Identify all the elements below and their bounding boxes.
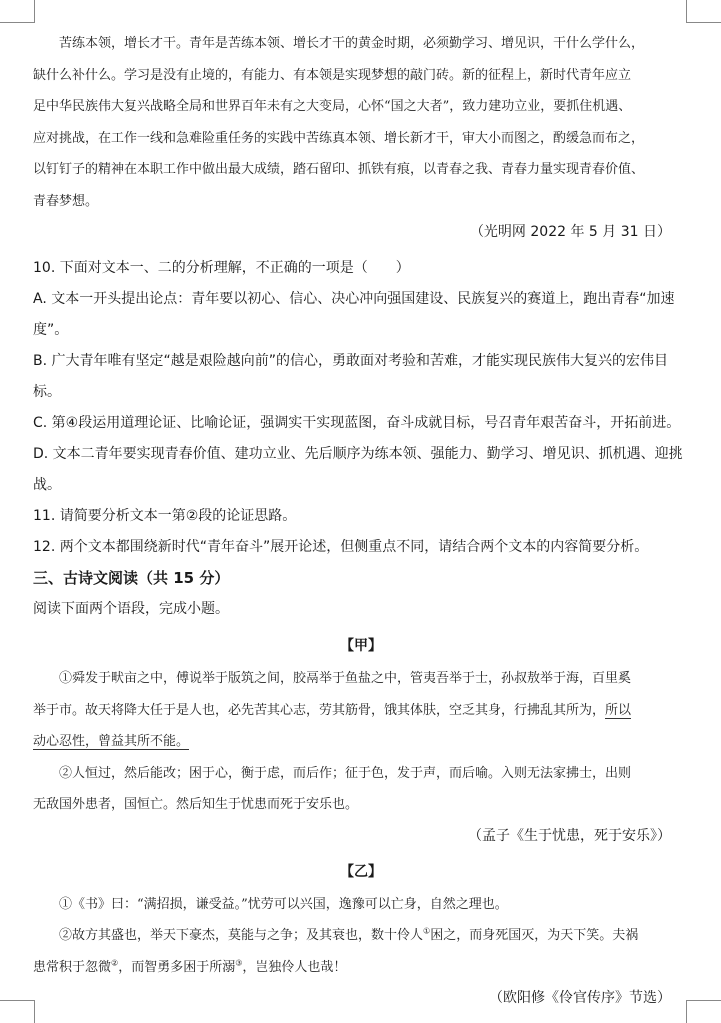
passage-yi: [33, 889, 689, 984]
text-two-tail: [33, 28, 689, 217]
footnote-marker: ②: [111, 958, 119, 968]
yi-line: 患常积于忽微②，而智勇多困于所溺③，岂独伶人也哉！: [33, 958, 347, 975]
section-instruction: 阅读下面两个语段，完成小题。: [33, 601, 229, 617]
source-citation: （光明网 2022 年 5 月 31 日）: [469, 224, 671, 240]
crop-mark-bottom-right: [686, 1000, 721, 1023]
question-10: 10. 下面对文本一、二的分析理解，不正确的一项是（ ）: [33, 260, 410, 276]
passage-yi-title: 【乙】: [340, 863, 382, 880]
text-line: 缺什么补什么。学习是没有止境的，有能力、有本领是实现梦想的敲门砖。新的征程上，新时代青年应立: [33, 67, 632, 83]
option-c: C. 第④段运用道理论证、比喻论证，强调实干实现蓝图，奋斗成就目标，号召青年艰苦奋斗，开拓前进。: [33, 415, 681, 431]
passage-jia-title: 【甲】: [340, 638, 382, 654]
option-a: A. 文本一开头提出论点：青年要以初心、信心、决心冲向强国建设、民族复兴的赛道上，跑出青春“加速: [33, 291, 675, 307]
text-line: 应对挑战，在工作一线和急难险重任务的实践中苦练真本领、增长新才干，审大小而图之，酌缓急而布之，: [33, 130, 645, 146]
jia-line: 无敌国外患者，国恒亡。然后知生于忧患而死于安乐也。: [33, 797, 359, 812]
crop-mark-top-right: [686, 0, 721, 23]
text-line: 苦练本领，增长才干。青年是苦练本领、增长才干的黄金时期，必须勤学习、增见识，干什么学什么，: [59, 36, 645, 51]
crop-mark-top-left: [0, 0, 35, 23]
jia-line: 举于市。故天将降大任于是人也，必先苦其心志，劳其筋骨，饿其体肤，空乏其身，行拂乱其所为，所以: [33, 702, 632, 718]
footnote-marker: ①: [423, 926, 431, 936]
text-line: 青春梦想。: [33, 193, 99, 209]
yi-line: ①《书》曰：“满招损，谦受益。”忧劳可以兴国，逸豫可以亡身，自然之理也。: [59, 896, 508, 912]
jia-line: ②人恒过，然后能改；困于心，衡于虑，而后作；征于色，发于声，而后喻。入则无法家拂士，出则: [59, 765, 632, 781]
section-heading: 三、古诗文阅读（共 15 分）: [33, 569, 230, 587]
source-citation: （孟子《生于忧患，死于安乐》）: [468, 827, 671, 844]
option-d-cont: 战。: [33, 477, 61, 493]
crop-mark-bottom-left: [0, 1000, 35, 1023]
jia-line: [33, 726, 689, 758]
text-line: 足中华民族伟大复兴战略全局和世界百年未有之大变局，心怀“国之大者”，致力建功立业，要抓住机遇、: [33, 99, 632, 114]
question-12: 12. 两个文本都围绕新时代“青年奋斗”展开论述，但侧重点不同，请结合两个文本的内容简要分析。: [33, 539, 649, 555]
question-block: [33, 253, 689, 563]
option-d: D. 文本二青年要实现青春价值、建功立业、先后顺序为练本领、强能力、勤学习、增见识、抓机遇、迎挑: [33, 446, 683, 462]
text-line: 以钉钉子的精神在本职工作中做出最大成绩，踏石留印、抓铁有痕，以青春之我、青春力量实现青春价值、: [33, 162, 645, 177]
underlined-text: 所以: [605, 702, 632, 718]
underlined-text: 动心忍性，曾益其所不能。: [33, 734, 190, 749]
source-citation: （欧阳修《伶官传序》节选）: [489, 990, 671, 1006]
option-b-cont: 标。: [33, 384, 61, 400]
exam-page: [33, 28, 689, 1019]
yi-line: ②故方其盛也，举天下豪杰，莫能与之争；及其衰也，数十伶人①困之，而身死国灭，为天下笑。夫祸: [59, 926, 639, 943]
question-11: 11. 请简要分析文本一第②段的论证思路。: [33, 508, 297, 524]
footnote-marker: ③: [235, 958, 243, 968]
passage-jia: [33, 663, 689, 821]
option-b: B. 广大青年唯有坚定“越是艰险越向前”的信心，勇敢面对考验和苦难，才能实现民族伟大复兴的宏伟目: [33, 353, 669, 369]
jia-line: ①舜发于畎亩之中，傅说举于版筑之间，胶鬲举于鱼盐之中，管夷吾举于士，孙叔敖举于海，百里奚: [59, 671, 632, 686]
option-a-cont: 度”。: [33, 322, 69, 338]
